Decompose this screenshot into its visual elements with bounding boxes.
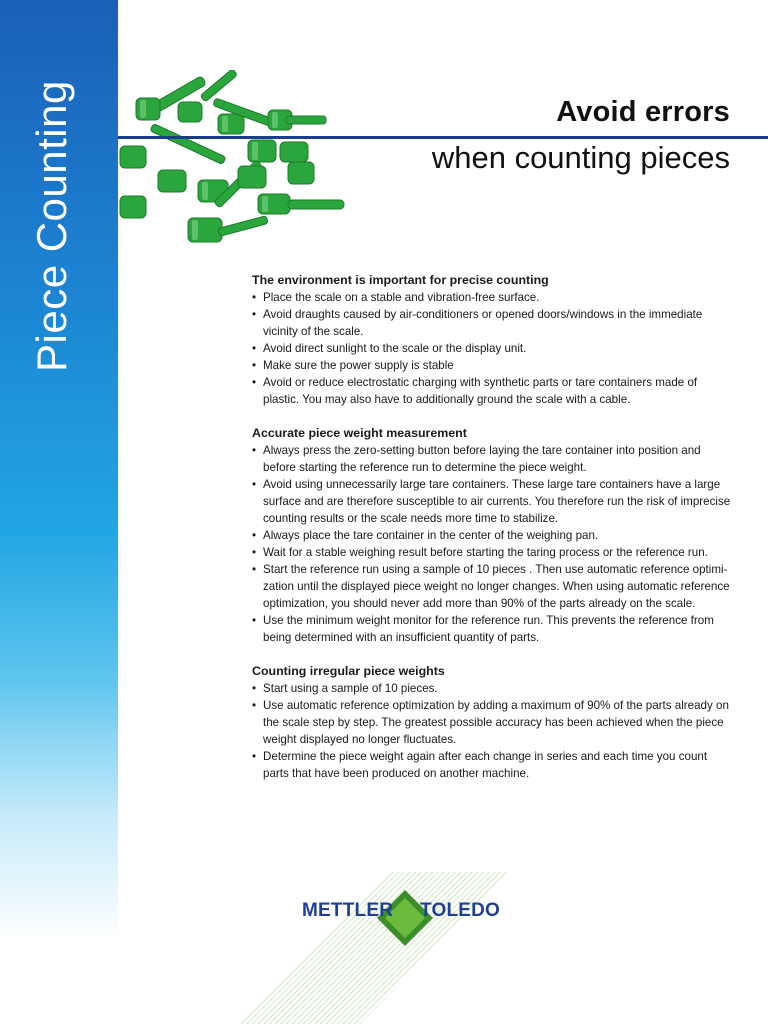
logo-text-mettler: METTLER (302, 900, 394, 921)
section-heading: Counting irregular piece weights (252, 664, 445, 678)
list-item: • Avoid draughts caused by air-conditioners or opened doors/windows in the immediate vicinity of the scale. (252, 306, 732, 340)
section-piece-weight (252, 425, 732, 646)
sidebar-title: Piece Counting (28, 80, 75, 372)
mettler-toledo-logo (240, 872, 510, 1024)
list-item: • Place the scale on a stable and vibration-free surface. (252, 289, 732, 306)
list-item: • Avoid using unnecessarily large tare containers. These large tare containers have a large surface and are therefore susceptible to air currents. You therefore run the risk of imprecise counting results or the scale needs more time to stabilize. (252, 476, 732, 527)
bullet-list (252, 680, 732, 782)
list-item: • Wait for a stable weighing result before starting the taring process or the reference run. (252, 544, 732, 561)
list-item: • Use the minimum weight monitor for the reference run. This prevents the reference from being determined with an insufficient quantity of parts. (252, 612, 732, 646)
list-item: • Use automatic reference optimization by adding a maximum of 90% of the parts already on the scale step by step. The greatest possible accuracy has been achieved when the piece weight displayed no longer fluctuates. (252, 697, 732, 748)
page-title: Avoid errors (556, 96, 730, 128)
logo-diamond-mark-icon (240, 872, 510, 1024)
list-item: • Always press the zero-setting button before laying the tare container into position and before starting the reference run to determine the piece weight. (252, 442, 732, 476)
bullet-list (252, 442, 732, 646)
list-item: • Always place the tare container in the center of the weighing pan. (252, 527, 732, 544)
list-item: • Start using a sample of 10 pieces. (252, 680, 732, 697)
section-environment (252, 272, 732, 408)
main-content (252, 272, 732, 799)
section-irregular-weights (252, 663, 732, 782)
list-item: • Make sure the power supply is stable (252, 357, 732, 374)
list-item: • Start the reference run using a sample of 10 pieces . Then use automatic reference optimi- zation until the displayed piece weight no longer changes. When using automatic reference optimization, you should never add more than 90% of the parts already on the scale. (252, 561, 732, 612)
green-plastic-pins-photo (118, 70, 358, 260)
list-item: • Determine the piece weight again after each change in series and each time you count parts that have been produced on another machine. (252, 748, 732, 782)
section-heading: Accurate piece weight measurement (252, 426, 467, 440)
page-subtitle: when counting pieces (431, 140, 730, 175)
list-item: • Avoid or reduce electrostatic charging with synthetic parts or tare containers made of plastic. You may also have to additionally ground the scale with a cable. (252, 374, 732, 408)
list-item: • Avoid direct sunlight to the scale or the display unit. (252, 340, 732, 357)
title-divider (118, 136, 768, 139)
sidebar-band (0, 0, 118, 1024)
bullet-list (252, 289, 732, 408)
logo-text-toledo: TOLEDO (420, 900, 501, 921)
section-heading: The environment is important for precise counting (252, 273, 549, 287)
